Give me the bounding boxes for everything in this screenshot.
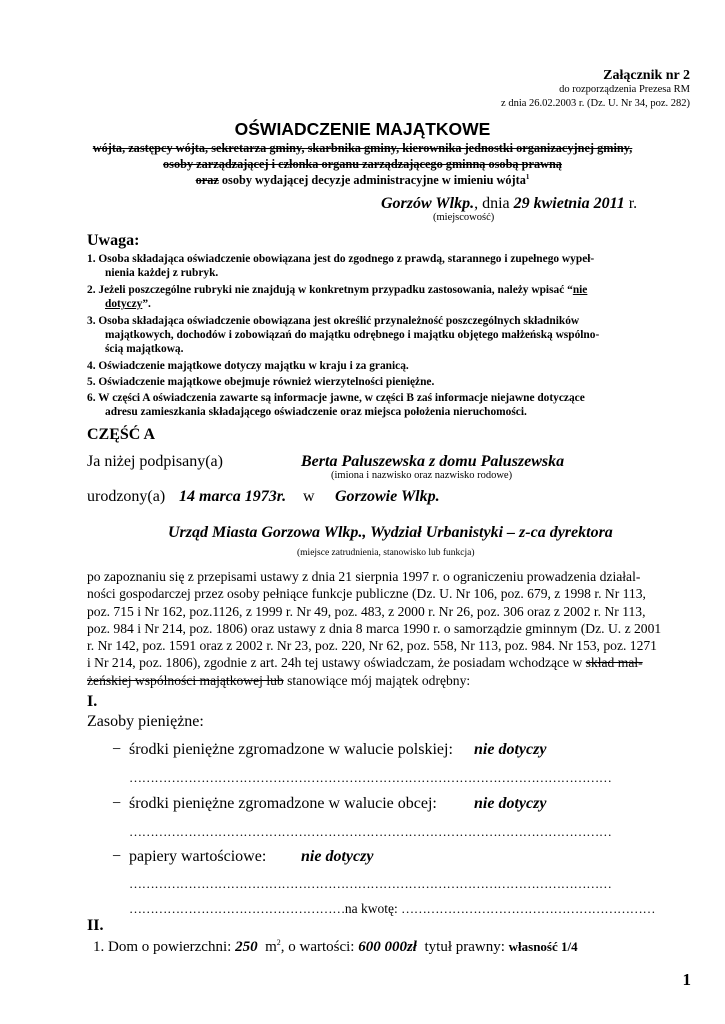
note-5: 5. Oświadczenie majątkowe obejmuje również wierzytelności pieniężne. — [87, 376, 435, 388]
dash-1: − — [112, 741, 122, 758]
regulation-date: z dnia 26.02.2003 r. (Dz. U. Nr 34, poz. 282) — [501, 98, 690, 109]
place-date — [381, 195, 637, 213]
securities-dotted-line: …………………………………………………………………………………………………… — [129, 876, 612, 891]
note-3a: 3. Osoba składająca oświadczenie obowiązana jest określić przynależność poszczególnych składników — [87, 315, 580, 327]
legal-title-label: tytuł prawny: — [424, 939, 509, 955]
para-line-5: r. Nr 142, poz. 1591 oraz z 2002 r. Nr 23, poz. 220, Nr 62, poz. 558, Nr 113, poz. 984. Nr 153, poz. 1271 — [87, 638, 657, 654]
subtitle-line-2: osoby zarządzającej i członka organu zarządzającego gminną osobą prawną — [163, 157, 562, 171]
part-a-heading: CZĘŚĆ A — [87, 426, 156, 443]
area-unit: m — [265, 939, 277, 955]
pln-funds-dotted-line: …………………………………………………………………………………………………… — [129, 770, 612, 785]
undersigned-label: Ja niżej podpisany(a) — [87, 453, 223, 470]
foreign-funds-label: środki pieniężne zgromadzone w walucie obcej: — [129, 795, 437, 812]
house-line — [93, 938, 578, 956]
pln-funds-label: środki pieniężne zgromadzone w walucie polskiej: — [129, 741, 453, 758]
note-2a-text: 2. Jeżeli poszczególne rubryki nie znajdują w konkretnym przypadku zastosowania, należy wpisać “ — [87, 284, 573, 296]
cash-resources-label: Zasoby pieniężne: — [87, 713, 204, 730]
note-2a — [87, 283, 587, 297]
area-unit-sup: 2 — [276, 938, 281, 947]
note-1b: nienia każdej z rubryk. — [105, 267, 219, 279]
amount-label: na kwotę: — [344, 901, 402, 916]
section-1-heading: I. — [87, 693, 98, 710]
pln-funds-value: nie dotyczy — [474, 741, 547, 758]
subtitle-line-3-text: osoby wydającej decyzje administracyjne w imieniu wójta — [218, 173, 526, 188]
para-line-1: po zapoznaniu się z przepisami ustawy z dnia 21 sierpnia 1997 r. o ograniczeniu prowadzenia działal- — [87, 569, 641, 584]
struck-oraz: oraz — [195, 173, 219, 188]
date-suffix: r. — [624, 195, 638, 212]
note-3c: ścią majątkową. — [105, 343, 184, 355]
value-label: , o wartości: — [280, 939, 359, 955]
page-title: OŚWIADCZENIE MAJĄTKOWE — [234, 119, 491, 139]
date-connector: , dnia — [474, 195, 514, 212]
legal-title-value: własność 1/4 — [508, 939, 578, 954]
securities-label: papiery wartościowe: — [129, 848, 267, 865]
subtitle-line-3 — [0, 173, 725, 188]
birth-date: 14 marca 1973r. — [179, 488, 287, 505]
birth-place: Gorzowie Wlkp. — [335, 488, 440, 505]
regulation-ref: do rozporządzenia Prezesa RM — [559, 84, 690, 95]
date: 29 kwietnia 2011 — [513, 195, 625, 212]
born-label: urodzony(a) — [87, 488, 166, 505]
statement-paragraph — [87, 568, 661, 689]
declarant-name: Berta Paluszewska z domu Paluszewska — [301, 453, 565, 470]
notes-heading: Uwaga: — [87, 232, 140, 249]
note-4: 4. Oświadczenie majątkowe dotyczy majątku w kraju i za granicą. — [87, 360, 409, 372]
securities-amount-line — [129, 900, 655, 918]
struck-text-1: skład mał- — [585, 655, 643, 671]
subtitle-line-1: wójta, zastępcy wójta, sekretarza gminy, skarbnika gminy, kierownika jednostki organizacyjnej gminy, — [92, 141, 633, 155]
note-6b: adresu zamieszkania składającego oświadczenie oraz miejsca położenia nieruchomości. — [105, 406, 527, 418]
section-2-heading: II. — [87, 917, 104, 934]
house-value: 600 000zł — [358, 939, 417, 955]
house-area: 250 — [235, 939, 258, 955]
note-2b — [105, 297, 151, 311]
note-1a: 1. Osoba składająca oświadczenie obowiązana jest do zgodnego z prawdą, starannego i zupełnego wypeł- — [87, 253, 595, 265]
para-line-4: poz. 984 i Nr 214, poz. 1806) oraz ustawy z dnia 8 marca 1990 r. o samorządzie gminnym (Dz. U. z 2001 — [87, 620, 662, 636]
para-line-6 — [87, 654, 661, 671]
employment: Urząd Miasta Gorzowa Wlkp., Wydział Urbanistyki – z-ca dyrektora — [168, 524, 613, 541]
securities-dots-amount: …………………………………………………… — [401, 901, 656, 916]
securities-value: nie dotyczy — [301, 848, 374, 865]
securities-dots-left: …………………………………………… — [129, 901, 345, 916]
para-line-7 — [87, 672, 661, 689]
note-3b: majątkowych, dochodów i zobowiązań do majątku odrębnego i majątku objętego małżeńską wspólno- — [105, 329, 600, 341]
para-line-2: ności gospodarczej przez osoby pełniące funkcje publiczne (Dz. U. Nr 106, poz. 679, z 1998 r. Nr 113, — [87, 586, 646, 602]
para-line-3: poz. 715 i Nr 162, poz.1126, z 1999 r. Nr 49, poz. 483, z 2000 r. Nr 26, poz. 306 oraz z 2002 r. Nr 113, — [87, 603, 646, 619]
para-line-7-text: stanowiące mój majątek odrębny: — [283, 672, 471, 688]
page-number: 1 — [682, 970, 691, 989]
employment-caption: (miejsce zatrudnienia, stanowisko lub funkcja) — [297, 548, 475, 558]
footnote-ref: 1 — [525, 173, 530, 181]
place: Gorzów Wlkp. — [381, 195, 475, 212]
name-caption: (imiona i nazwisko oraz nazwisko rodowe) — [331, 470, 513, 481]
struck-text-2: żeńskiej wspólności majątkowej lub — [87, 672, 284, 688]
foreign-funds-value: nie dotyczy — [474, 795, 547, 812]
note-6a: 6. W części A oświadczenia zawarte są informacje jawne, w części B zaś informacje niejawne dotyczące — [87, 392, 585, 404]
para-line-6-text: i Nr 214, poz. 1806), zgodnie z art. 24h tej ustawy oświadczam, że posiadam wchodzące w — [87, 655, 586, 671]
attachment-label: Załącznik nr 2 — [603, 68, 690, 83]
house-label: 1. Dom o powierzchni: — [93, 939, 236, 955]
dash-3: − — [112, 848, 122, 865]
in-label: w — [303, 488, 315, 505]
note-2b-dotyczy: dotyczy — [105, 298, 143, 310]
place-caption: (miejscowość) — [433, 212, 495, 223]
dash-2: − — [112, 795, 122, 812]
foreign-funds-dotted-line: …………………………………………………………………………………………………… — [129, 824, 612, 839]
note-2b-end: ”. — [142, 298, 151, 310]
note-2a-nie: nie — [572, 284, 588, 296]
